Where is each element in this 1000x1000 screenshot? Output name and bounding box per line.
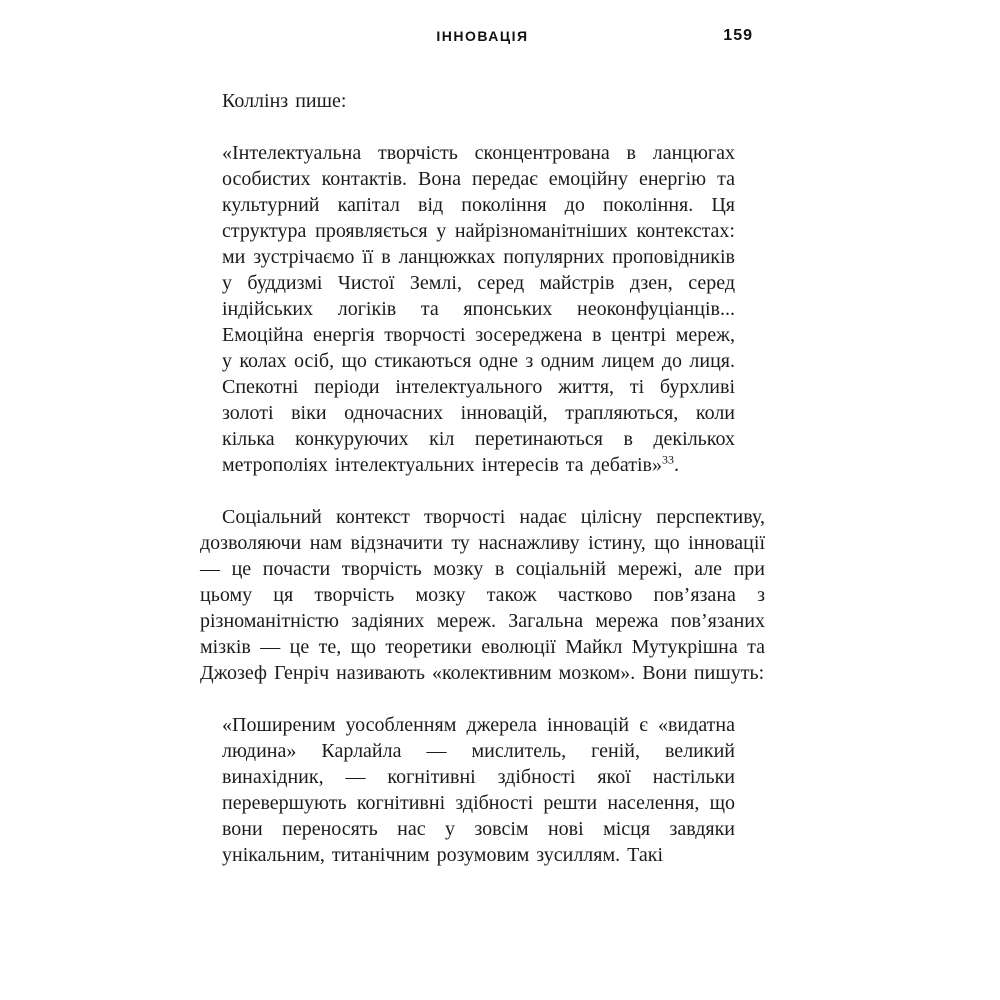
page-body [200,88,765,894]
quote-text: «Інтелектуальна творчість сконцентрована в ланцюгах особистих контактів. Вона передає емоційну енергію та культурний капітал від покоління до покоління. Ця структура проявляється у найрізноманітніших контекстах: ми зустрічаємо її в ланцюжках популярних проповідників у буддизмі Чистої Землі, серед майстрів дзен, серед індійських логіків та японських неоконфуціанців... Емоційна енергія творчості зосереджена в центрі мереж, у колах осіб, що стикаються одне з одним лицем до лиця. Спекотні періоди інтелектуального життя, ті бурхливі золоті віки одночасних інновацій, трапляються, коли кілька конкуруючих кіл перетинаються в декількох метрополіях інтелектуальних інтересів та дебатів» [222,142,735,476]
running-header-title: ІННОВАЦІЯ [436,28,529,44]
page-number: 159 [723,27,753,44]
blockquote-collective-brain: «Поширеним уособленням джерела інновацій є «видатна людина» Карлайла — мислитель, геній, великий винахідник, — когнітивні здібності якої настільки перевершують когнітивні здібності решти населення, що вони переносять нас у зовсім нові місця завдяки унікальним, титанічним розумовим зусиллям. Такі [222,714,735,866]
blockquote-collins [222,140,735,478]
quote-period: . [673,454,679,476]
paragraph-social-context: Соціальний контекст творчості надає цілісну перспективу, дозволяючи нам відзначити ту наснажливу істину, що інновації — це почасти творчість мозку в соціальній мережі, але при цьому ця творчість мозку також частково пов’язана з різноманітністю задіяних мереж. Загальна мережа пов’язаних мізків — це те, що теоретики еволюції Майкл Мутукрішна та Джозеф Генріч називають «колективним мозком». Вони пишуть: [200,506,765,684]
page-header [200,28,765,52]
paragraph-intro: Коллінз пише: [222,90,347,112]
footnote-marker: 33 [661,452,674,467]
